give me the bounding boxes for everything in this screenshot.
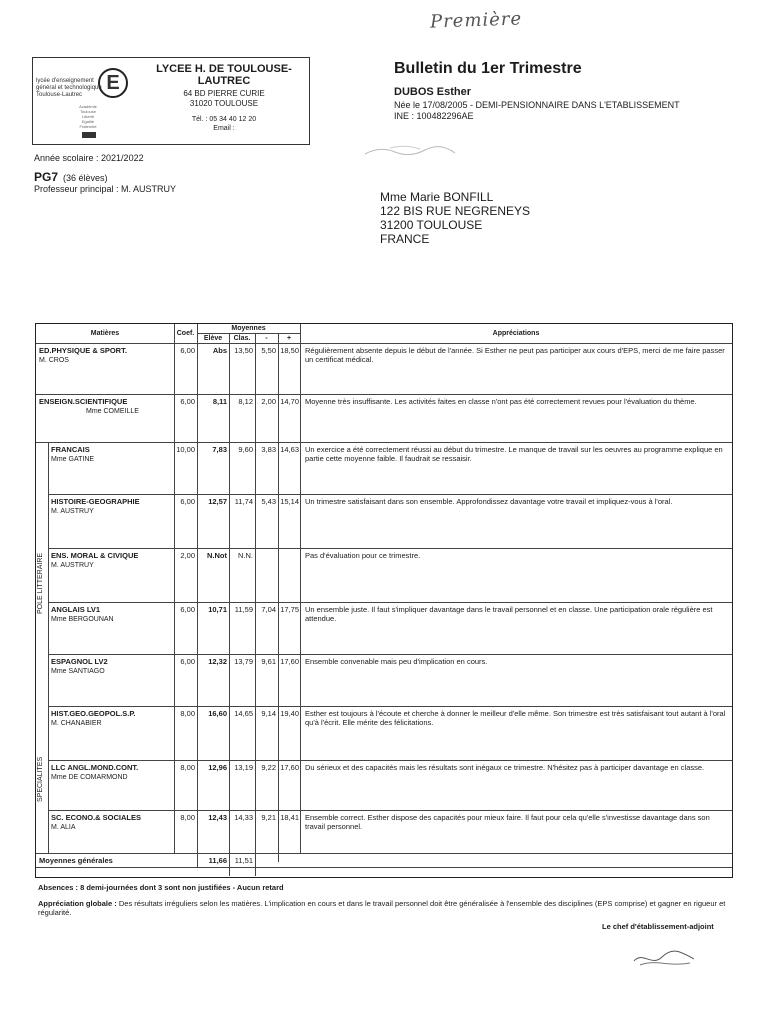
moyenne-classe: 13,19	[234, 763, 253, 772]
grades-table	[35, 323, 733, 878]
moyenne-max: 14,70	[280, 397, 299, 406]
teacher-name: Mme DE COMARMOND	[51, 774, 128, 781]
moyenne-min: 9,61	[261, 657, 276, 666]
row-divider	[48, 810, 732, 811]
moyenne-eleve: 8,11	[212, 397, 227, 406]
appreciation: Ensemble convenable mais peu d'implication en cours.	[305, 657, 488, 666]
subject-name: LLC ANGL.MOND.CONT.	[51, 763, 139, 772]
subject-name: ESPAGNOL LV2	[51, 657, 108, 666]
teacher-name: M. CHANABIER	[51, 720, 102, 727]
moyenne-min: 9,14	[261, 709, 276, 718]
appreciation: Ensemble correct. Esther dispose des capacités pour mieux faire. Il faut pour cela qu'elle s'investisse davantage dans son travail personnel.	[305, 813, 710, 831]
moyenne-min: 2,00	[261, 397, 276, 406]
professeur-principal: Professeur principal : M. AUSTRUY	[34, 184, 177, 194]
footer-divider	[36, 853, 732, 854]
coef-value: 6,00	[180, 657, 195, 666]
teacher-name: Mme SANTIAGO	[51, 668, 105, 675]
moyenne-classe: 11,74	[234, 497, 253, 506]
moyenne-eleve: 7,83	[212, 445, 227, 454]
row-divider	[48, 654, 732, 655]
moyenne-eleve: Abs	[212, 346, 227, 355]
header-classe: Clas.	[233, 335, 251, 342]
signature	[630, 945, 700, 971]
recipient-country: FRANCE	[380, 232, 430, 246]
row-divider	[48, 548, 732, 549]
appreciation: Esther est toujours à l'écoute et cherche à donner le meilleur d'elle même. Son trimestre est très satisfaisant tout autant à l'oral qu'à l'écrit. Elle mérite des félicitations.	[305, 709, 726, 727]
group-divider	[48, 442, 49, 853]
moyenne-eleve: 12,32	[208, 657, 227, 666]
teacher-name: Mme COMEILLE	[86, 408, 139, 415]
moyenne-generale-eleve: 11,66	[208, 856, 227, 865]
annee-scolaire: Année scolaire : 2021/2022	[34, 153, 144, 163]
moyenne-classe: 13,50	[234, 346, 253, 355]
appreciation: Pas d'évaluation pour ce trimestre.	[305, 551, 421, 560]
school-address-1: 64 BD PIERRE CURIE	[183, 89, 265, 98]
coef-value: 8,00	[180, 709, 195, 718]
chef-etablissement: Le chef d'établissement-adjoint	[602, 922, 714, 931]
group-label-pole: POLE LITTERAIRE	[37, 552, 44, 614]
moyenne-eleve: N.Not	[207, 551, 227, 560]
student-name: DUBOS Esther	[394, 86, 472, 98]
school-info	[141, 63, 307, 133]
moyenne-generale-classe: 11,51	[234, 856, 253, 865]
appreciation: Régulièrement absente depuis le début de l'année. Si Esther ne peut pas participer aux cours d'EPS, merci de me faire passer un certificat médical.	[305, 346, 725, 364]
moyenne-classe: 11,59	[234, 605, 253, 614]
subject-name: ED.PHYSIQUE & SPORT.	[39, 346, 127, 355]
col-divider	[300, 324, 301, 853]
classe-line	[34, 170, 108, 184]
row-divider	[48, 760, 732, 761]
coef-value: 6,00	[180, 497, 195, 506]
header-matieres: Matières	[90, 330, 120, 337]
handwritten-annotation: Première	[429, 8, 523, 33]
coef-value: 8,00	[180, 813, 195, 822]
coef-value: 6,00	[180, 397, 195, 406]
marianne-icon	[82, 132, 96, 138]
header-eleve: Elève	[203, 335, 223, 342]
appreciation-globale	[38, 899, 738, 917]
moyenne-eleve: 10,71	[208, 605, 227, 614]
recipient-name: Mme Marie BONFILL	[380, 190, 494, 204]
appreciation: Du sérieux et des capacités mais les résultats sont inégaux ce trimestre. N'hésitez pas à participer davantage en classe.	[305, 763, 705, 772]
moyenne-min: 7,04	[261, 605, 276, 614]
group-label-specialites: SPECIALITES	[37, 756, 44, 802]
moyenne-max: 17,60	[280, 763, 299, 772]
footer-divider-bottom	[36, 867, 732, 868]
moyenne-max: 14,63	[280, 445, 299, 454]
school-address-2: 31020 TOULOUSE	[189, 99, 259, 108]
school-name: LYCEE H. DE TOULOUSE-LAUTREC	[156, 63, 292, 87]
moyenne-classe: N.N.	[238, 551, 253, 560]
moyenne-classe: 14,33	[234, 813, 253, 822]
teacher-name: Mme BERGOUNAN	[51, 616, 114, 623]
stamp-scribble	[360, 142, 480, 160]
school-header-box	[32, 57, 310, 145]
moyenne-max: 17,75	[280, 605, 299, 614]
header-coef: Coef.	[176, 330, 195, 337]
logo-e-mark: E	[98, 68, 128, 98]
recipient-city: 31200 TOULOUSE	[380, 218, 483, 232]
moyenne-min: 5,50	[261, 346, 276, 355]
subject-name: ENS. MORAL & CIVIQUE	[51, 551, 139, 560]
moyenne-classe: 9,60	[238, 445, 253, 454]
teacher-name: M. AUSTRUY	[51, 508, 94, 515]
appreciation: Un trimestre satisfaisant dans son ensemble. Approfondissez davantage votre travail et impliquez-vous à l'oral.	[305, 497, 673, 506]
row-divider	[48, 706, 732, 707]
school-tel: Tél. : 05 34 40 12 20	[191, 116, 257, 123]
logo-text: lycée d'enseignement général et technologique Toulouse-Lautrec	[36, 78, 102, 98]
absences: Absences : 8 demi-journées dont 3 sont non justifiées - Aucun retard	[38, 883, 284, 892]
coef-value: 2,00	[180, 551, 195, 560]
row-divider	[48, 602, 732, 603]
moyenne-max: 15,14	[280, 497, 299, 506]
moyenne-eleve: 16,60	[208, 709, 227, 718]
teacher-name: Mme GATINE	[51, 456, 95, 463]
header-moyennes: Moyennes	[231, 325, 266, 332]
moyenne-max: 19,40	[280, 709, 299, 718]
moyenne-min: 3,83	[261, 445, 276, 454]
coef-value: 10,00	[176, 445, 195, 454]
teacher-name: M. CROS	[39, 357, 69, 364]
header-min: -	[265, 335, 268, 342]
header-appreciations: Appréciations	[492, 330, 540, 337]
header-max: +	[286, 335, 292, 342]
row-divider	[48, 494, 732, 495]
col-divider	[278, 333, 279, 862]
appreciation: Un exercice a été correctement réussi au début du trimestre. Le manque de travail sur les oeuvres au programme explique en partie cette moyenne faible. Il faudrait se ressaisir.	[305, 445, 723, 463]
recipient-street: 122 BIS RUE NEGRENEYS	[380, 204, 531, 218]
teacher-name: M. AUSTRUY	[51, 562, 94, 569]
classe-effectif: (36 élèves)	[63, 173, 108, 183]
moyenne-classe: 13,79	[234, 657, 253, 666]
moyennes-generales-label: Moyennes générales	[39, 856, 113, 865]
subject-name: ANGLAIS LV1	[51, 605, 101, 614]
school-logo	[36, 66, 134, 138]
student-birth: Née le 17/08/2005 - DEMI-PENSIONNAIRE DANS L'ETABLISSEMENT	[394, 100, 680, 110]
subject-name: ENSEIGN.SCIENTIFIQUE	[39, 397, 128, 406]
student-ine: INE : 100482296AE	[394, 111, 474, 121]
moyenne-max: 18,41	[280, 813, 299, 822]
subject-name: SC. ECONO.& SOCIALES	[51, 813, 142, 822]
row-divider	[36, 442, 732, 443]
moyenne-max: 18,50	[280, 346, 299, 355]
row-divider	[36, 394, 732, 395]
moyenne-max: 17,60	[280, 657, 299, 666]
header-divider	[36, 343, 732, 344]
subject-name: HIST.GEO.GEOPOL.S.P.	[51, 709, 136, 718]
moyenne-eleve: 12,57	[208, 497, 227, 506]
appreciation-globale-text: Des résultats irréguliers selon les matières. L'implication en cours et dans le travail personnel doit être généralisée à l'ensemble des disciplines (EPS comprise) et gagner en rigueur et régularité.	[38, 899, 726, 917]
coef-value: 8,00	[180, 763, 195, 772]
appreciation: Un ensemble juste. Il faut s'impliquer davantage dans le travail personnel et en classe. Une participation orale régulière est attendue.	[305, 605, 713, 623]
republique-mark: Académie Toulouse Liberté Egalité Fraternité	[79, 104, 97, 129]
appreciation: Moyenne très insuffisante. Les activités faites en classe n'ont pas été correctement revues pour l'évaluation du thème.	[305, 397, 697, 406]
recipient-address	[380, 190, 530, 246]
moyenne-eleve: 12,43	[208, 813, 227, 822]
classe-code: PG7	[34, 170, 59, 184]
coef-value: 6,00	[180, 346, 195, 355]
moyenne-eleve: 12,96	[208, 763, 227, 772]
moyenne-min: 5,43	[261, 497, 276, 506]
coef-value: 6,00	[180, 605, 195, 614]
moyenne-classe: 14,65	[234, 709, 253, 718]
moyenne-min: 9,21	[261, 813, 276, 822]
teacher-name: M. ALIA	[51, 824, 76, 831]
appreciation-globale-label: Appréciation globale :	[38, 899, 117, 908]
subject-name: FRANCAIS	[51, 445, 90, 454]
moyenne-min: 9,22	[261, 763, 276, 772]
moyenne-classe: 8,12	[238, 397, 253, 406]
bulletin-title: Bulletin du 1er Trimestre	[394, 60, 582, 77]
subject-name: HISTOIRE-GEOGRAPHIE	[51, 497, 140, 506]
school-email: Email :	[213, 125, 235, 132]
